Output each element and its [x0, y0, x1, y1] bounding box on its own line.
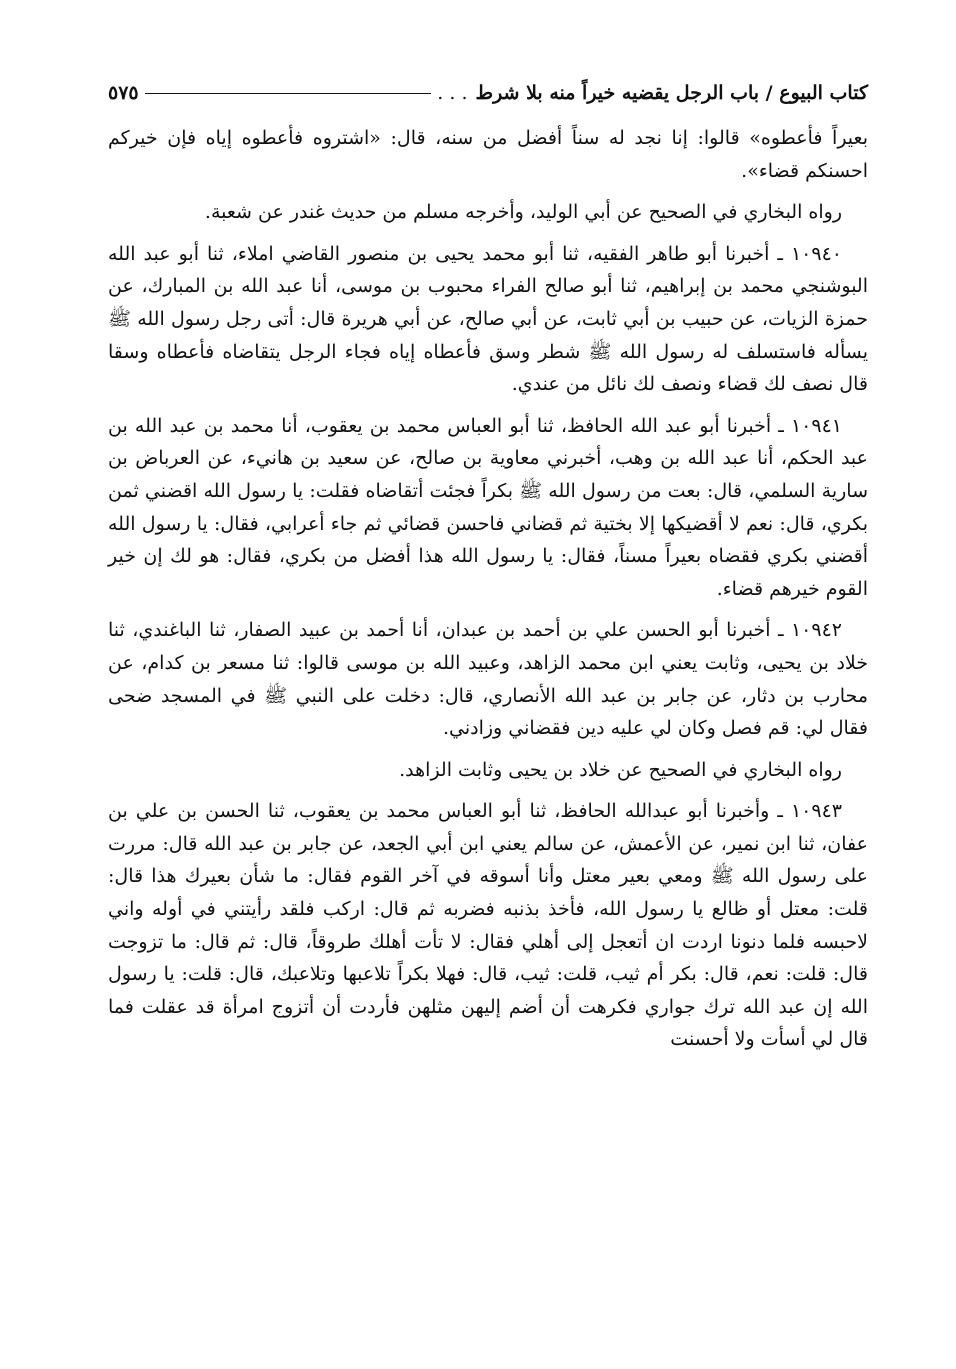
hadith-10940: ١٠٩٤٠ ـ أخبرنا أبو طاهر الفقيه، ثنا أبو محمد يحيى بن منصور القاضي املاء، ثنا أبو عبد الله البوشنجي محمد بن إبراهيم، ثنا أبو صالح الفراء محبوب بن موسى، أنا عبد الله بن المبارك، عن حمزة الزيات، عن حبيب بن أبي ثابت، عن أبي صالح، عن أبي هريرة قال: أتى رجل رسول الله ﷺ يسأله فاستسلف له رسول الله ﷺ شطر وسق فأعطاه إياه فجاء الرجل يتقاضاه فأعطاه وسقا قال نصف لك قضاء ونصف لك نائل من عندي. — [108, 242, 868, 396]
header-ellipsis: . . . — [437, 82, 468, 104]
page-number: ٥٧٥ — [108, 82, 139, 104]
chapter-title: كتاب البيوع / باب الرجل يقضيه خيراً منه بلا شرط — [475, 82, 868, 104]
header-rule — [145, 93, 432, 94]
hadith-10943: ١٠٩٤٣ ـ وأخبرنا أبو عبدالله الحافظ، ثنا أبو العباس محمد بن يعقوب، ثنا الحسن بن علي بن عفان، ثنا ابن نمير، عن الأعمش، عن سالم يعني ابن أبي الجعد، عن جابر بن عبد الله قال: مررت على رسول الله ﷺ ومعي بعير معتل وأنا أسوقه في آخر القوم فقال: ما شأن بعيرك هذا قال: قلت: معتل أو ظالع يا رسول الله، فأخذ بذنبه فضربه ثم قال: اركب فلقد رأيتني في أوله واني لاحبسه فلما دنونا اردت ان أتعجل إلى أهلي فقال: لا تأت أهلك طروقاً، قال: ثم قال: ما تزوجت قال: قلت: نعم، قال: بكر أم ثيب، قلت: ثيب، قال: فهلا بكراً تلاعبها وتلاعبك، قال: قلت: يا رسول الله إن عبد الله ترك جواري فكرهت أن أضم إليهن مثلهن فأردت أن أتزوج امرأة قد عقلت فما قال لي أسأت ولا أحسنت — [108, 800, 868, 1051]
paragraph: رواه البخاري في الصحيح عن أبي الوليد، وأخرجه مسلم من حديث غندر عن شعبة. — [204, 201, 842, 224]
hadith-10942: ١٠٩٤٢ ـ أخبرنا أبو الحسن علي بن أحمد بن عبدان، أنا أحمد بن عبيد الصفار، ثنا الباغندي، ثنا خلاد بن يحيى، وثابت يعني ابن محمد الزاهد، وعبيد الله بن موسى قالوا: ثنا مسعر بن كدام، عن محارب بن دثار، عن جابر بن عبد الله الأنصاري، قال: دخلت على النبي ﷺ في المسجد ضحى فقال لي: قم فصل وكان لي عليه دين فقضاني وزادني. — [108, 619, 868, 740]
paragraph: بعيراً فأعطوه» قالوا: إنا نجد له سناً أفضل من سنه، قال: «اشتروه فأعطوه إياه فإن خيركم احسنكم قضاء». — [108, 127, 868, 182]
running-header — [108, 78, 868, 108]
hadith-10941: ١٠٩٤١ ـ أخبرنا أبو عبد الله الحافظ، ثنا أبو العباس محمد بن يعقوب، أنا محمد بن عبد الله بن عبد الحكم، أنا عبد الله بن وهب، أخبرني معاوية بن صالح، عن سعيد بن هانيء، عن العرباض بن سارية السلمي، قال: بعت من رسول الله ﷺ بكراً فجئت أتقاضاه فقلت: يا رسول الله اقضني ثمن بكري، قال: نعم لا أقضيكها إلا بختية ثم قضاني فاحسن قضائي ثم جاء أعرابي، فقال: يا رسول الله أقضني بكري فقضاه بعيراً مسناً، فقال: يا رسول الله هذا أفضل من بكري، فقال: هو لك إن خير القوم خيرهم قضاء. — [108, 414, 868, 600]
page-body — [108, 122, 868, 1065]
paragraph: رواه البخاري في الصحيح عن خلاد بن يحيى وثابت الزاهد. — [399, 758, 842, 781]
